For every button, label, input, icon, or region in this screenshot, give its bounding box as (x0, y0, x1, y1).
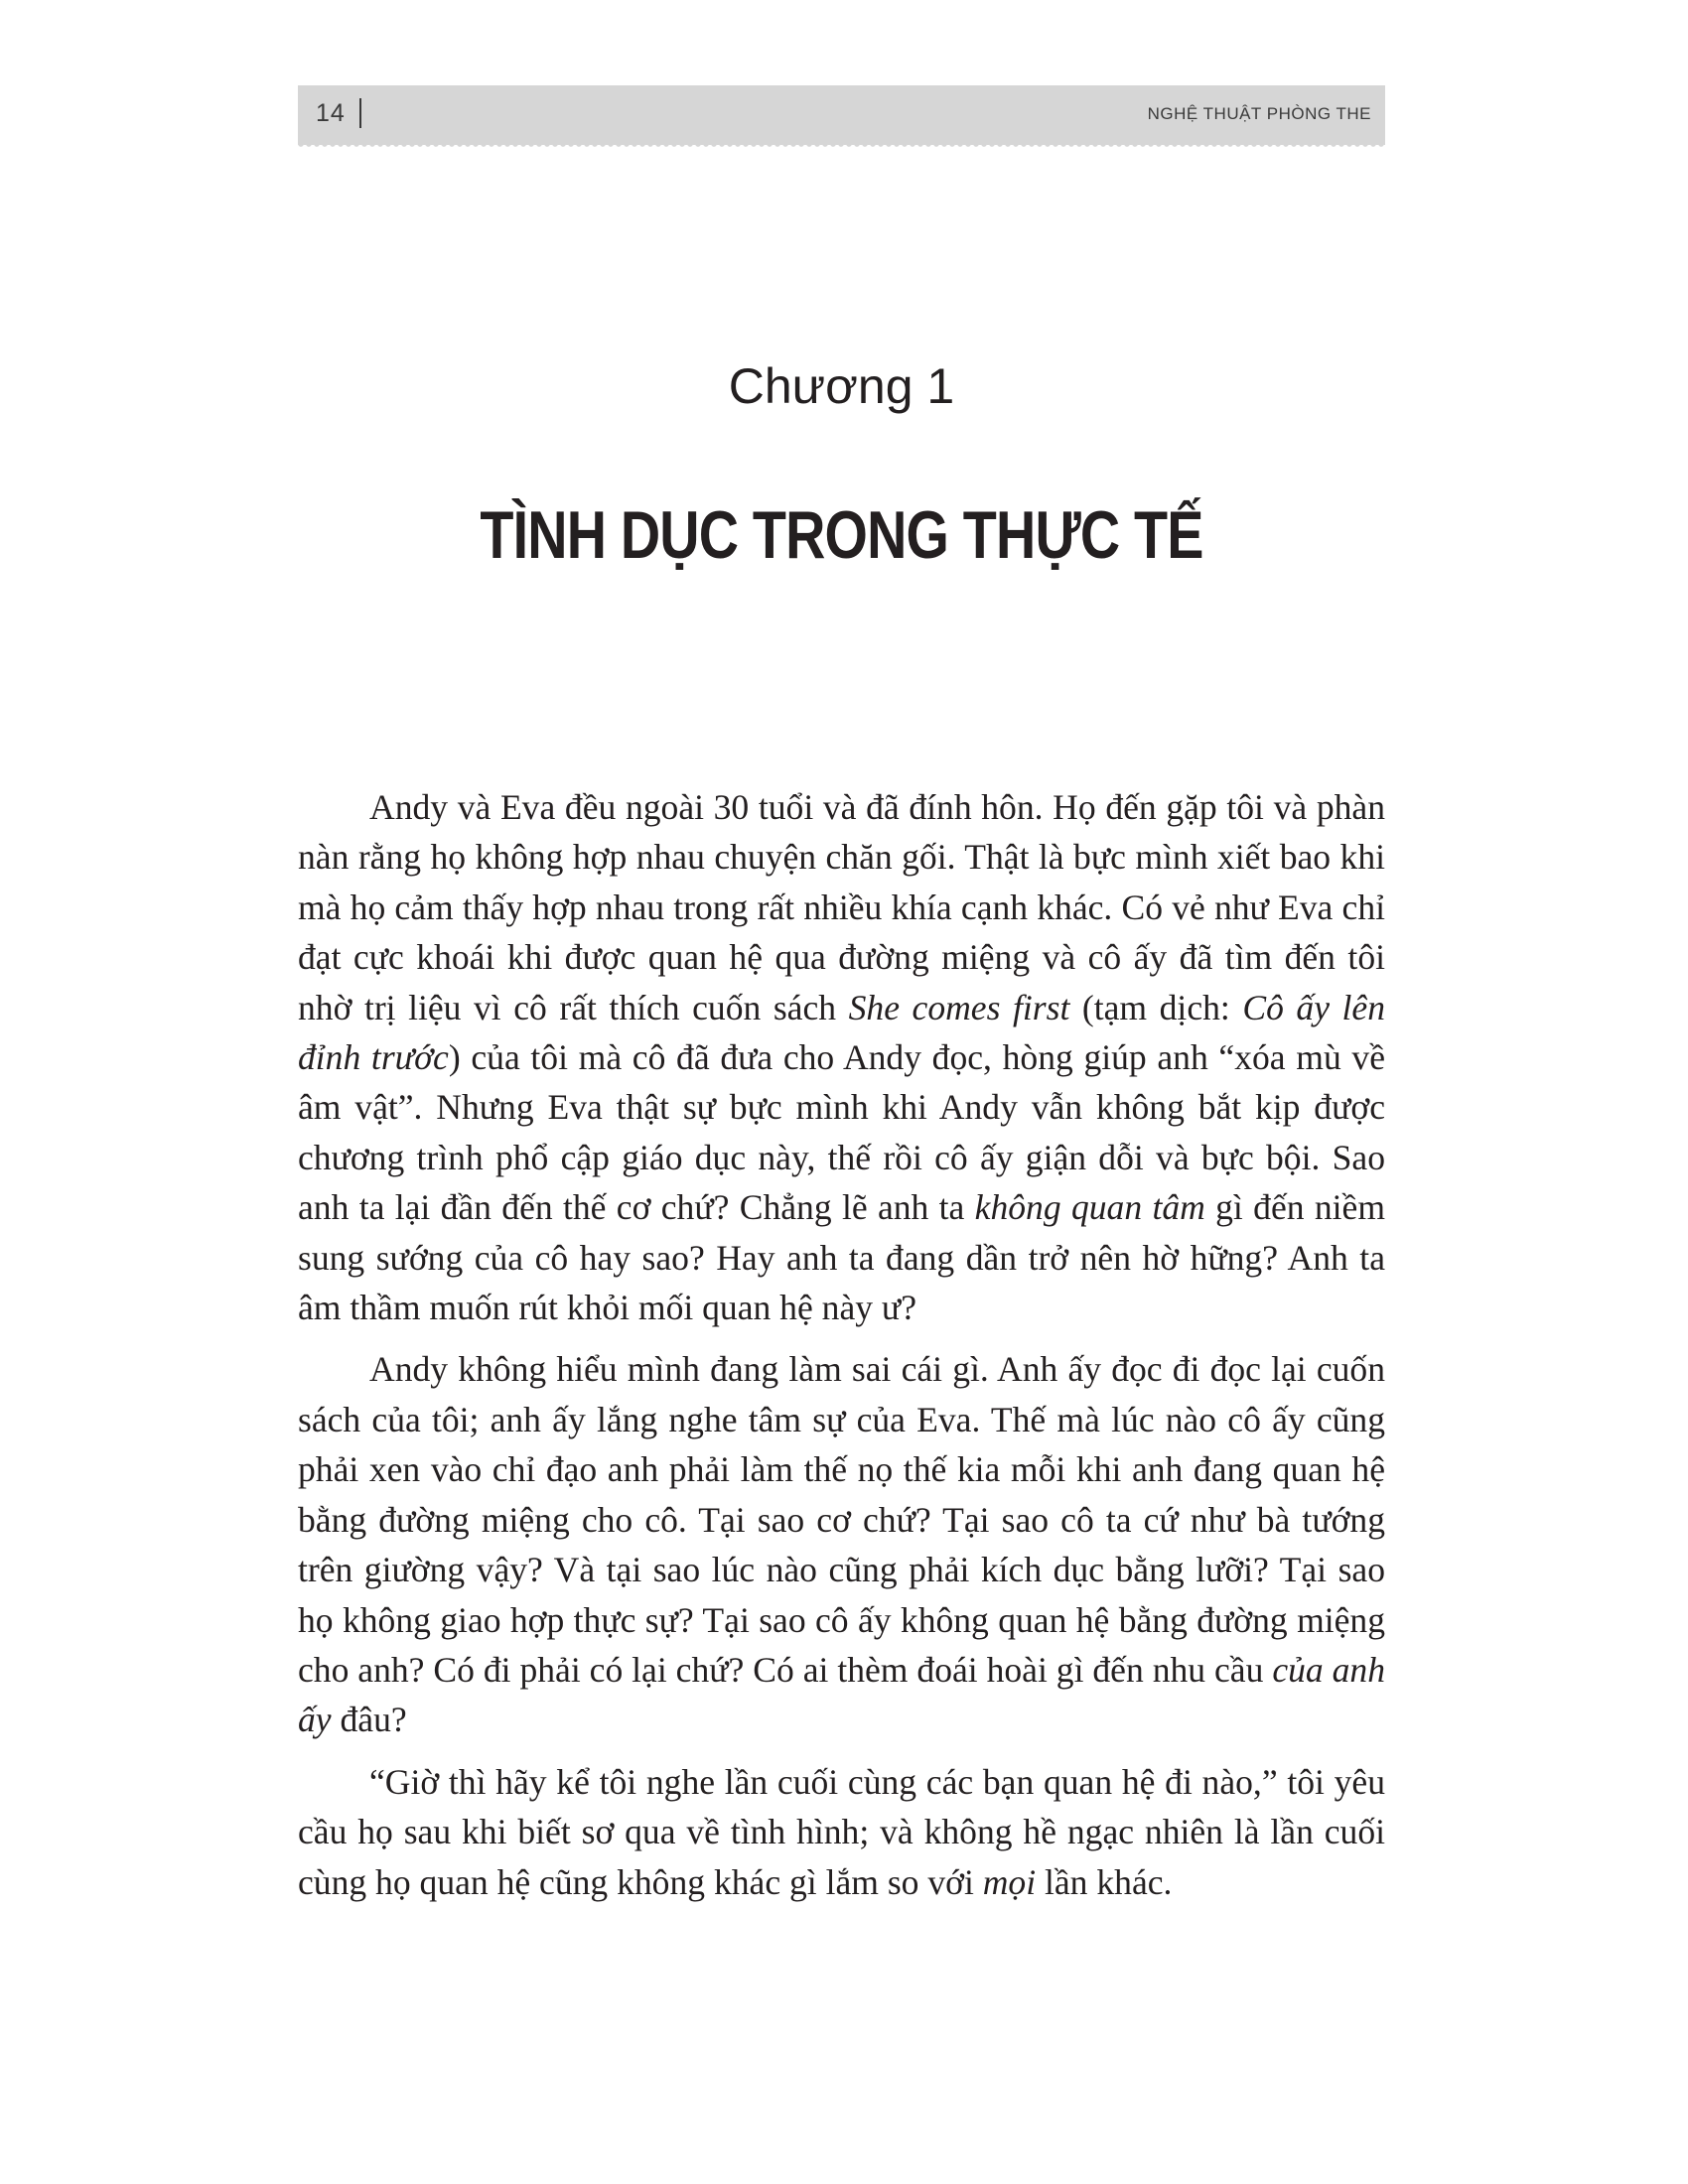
text-run: đâu? (331, 1700, 407, 1740)
paragraph-1 (298, 782, 1385, 1332)
body-text (298, 782, 1385, 1919)
text-run: Andy không hiểu mình đang làm sai cái gì. Anh ấy đọc đi đọc lại cuốn sách của tôi; anh ấy lắng nghe tâm sự của Eva. Thế mà lúc nào cô ấy cũng phải xen vào chỉ đạo anh phải làm thế nọ thế kia mỗi khi anh đang quan hệ bằng đường miệng cho cô. Tại sao cơ chứ? Tại sao cô ta cứ như bà tướng trên giường vậy? Và tại sao lúc nào cũng phải kích dục bằng lưỡi? Tại sao họ không giao hợp thực sự? Tại sao cô ấy không quan hệ bằng đường miệng cho anh? Có đi phải có lại chứ? Có ai thèm đoái hoài gì đến nhu cầu (298, 1349, 1385, 1690)
paragraph-2 (298, 1344, 1385, 1744)
chapter-title: TÌNH DỤC TRONG THỰC TẾ (480, 497, 1203, 573)
text-run: (tạm dịch: (1069, 987, 1243, 1027)
text-run: “Giờ thì hãy kể tôi nghe lần cuối cùng các bạn quan hệ đi nào,” tôi yêu cầu họ sau khi biết sơ qua về tình hình; và không hề ngạc nhiên là lần cuối cùng họ quan hệ cũng không khác gì lắm so với (298, 1761, 1385, 1902)
italic-emphasis: mọi (982, 1861, 1037, 1902)
text-run: gì đến niềm sung sướng của cô hay sao? Hay anh ta đang dần trở nên hờ hững? Anh ta âm thầm muốn rút khỏi mối quan hệ này ư? (298, 1187, 1385, 1328)
text-run: lần khác. (1036, 1861, 1173, 1902)
paragraph-3 (298, 1757, 1385, 1907)
page-number: 14 (316, 99, 346, 127)
chapter-label: Chương 1 (728, 358, 955, 414)
text-run: Andy và Eva đều ngoài 30 tuổi và đã đính hôn. Họ đến gặp tôi và phàn nàn rằng họ không hợp nhau chuyện chăn gối. Thật là bực mình xiết bao khi mà họ cảm thấy hợp nhau trong rất nhiều khía cạnh khác. Có vẻ như Eva chỉ đạt cực khoái khi được quan hệ qua đường miệng và cô ấy đã tìm đến tôi nhờ trị liệu vì cô rất thích cuốn sách (298, 787, 1385, 1027)
text-run: ) của tôi mà cô đã đưa cho Andy đọc, hòng giúp anh “xóa mù về âm vật”. Nhưng Eva thật sự bực mình khi Andy vẫn không bắt kịp được chương trình phổ cập giáo dục này, thế rồi cô ấy giận dỗi và bực bội. Sao anh ta lại đần đến thế cơ chứ? Chẳng lẽ anh ta (298, 1037, 1385, 1228)
italic-emphasis: của anh ấy (298, 1649, 1386, 1740)
italic-emphasis: không quan tâm (974, 1187, 1205, 1228)
running-title: NGHỆ THUẬT PHÒNG THE (1147, 104, 1371, 123)
italic-translated-title: Cô ấy lên đỉnh trước (298, 987, 1386, 1078)
running-header (298, 85, 1385, 145)
header-divider (359, 98, 361, 128)
italic-book-title: She comes first (848, 987, 1070, 1027)
